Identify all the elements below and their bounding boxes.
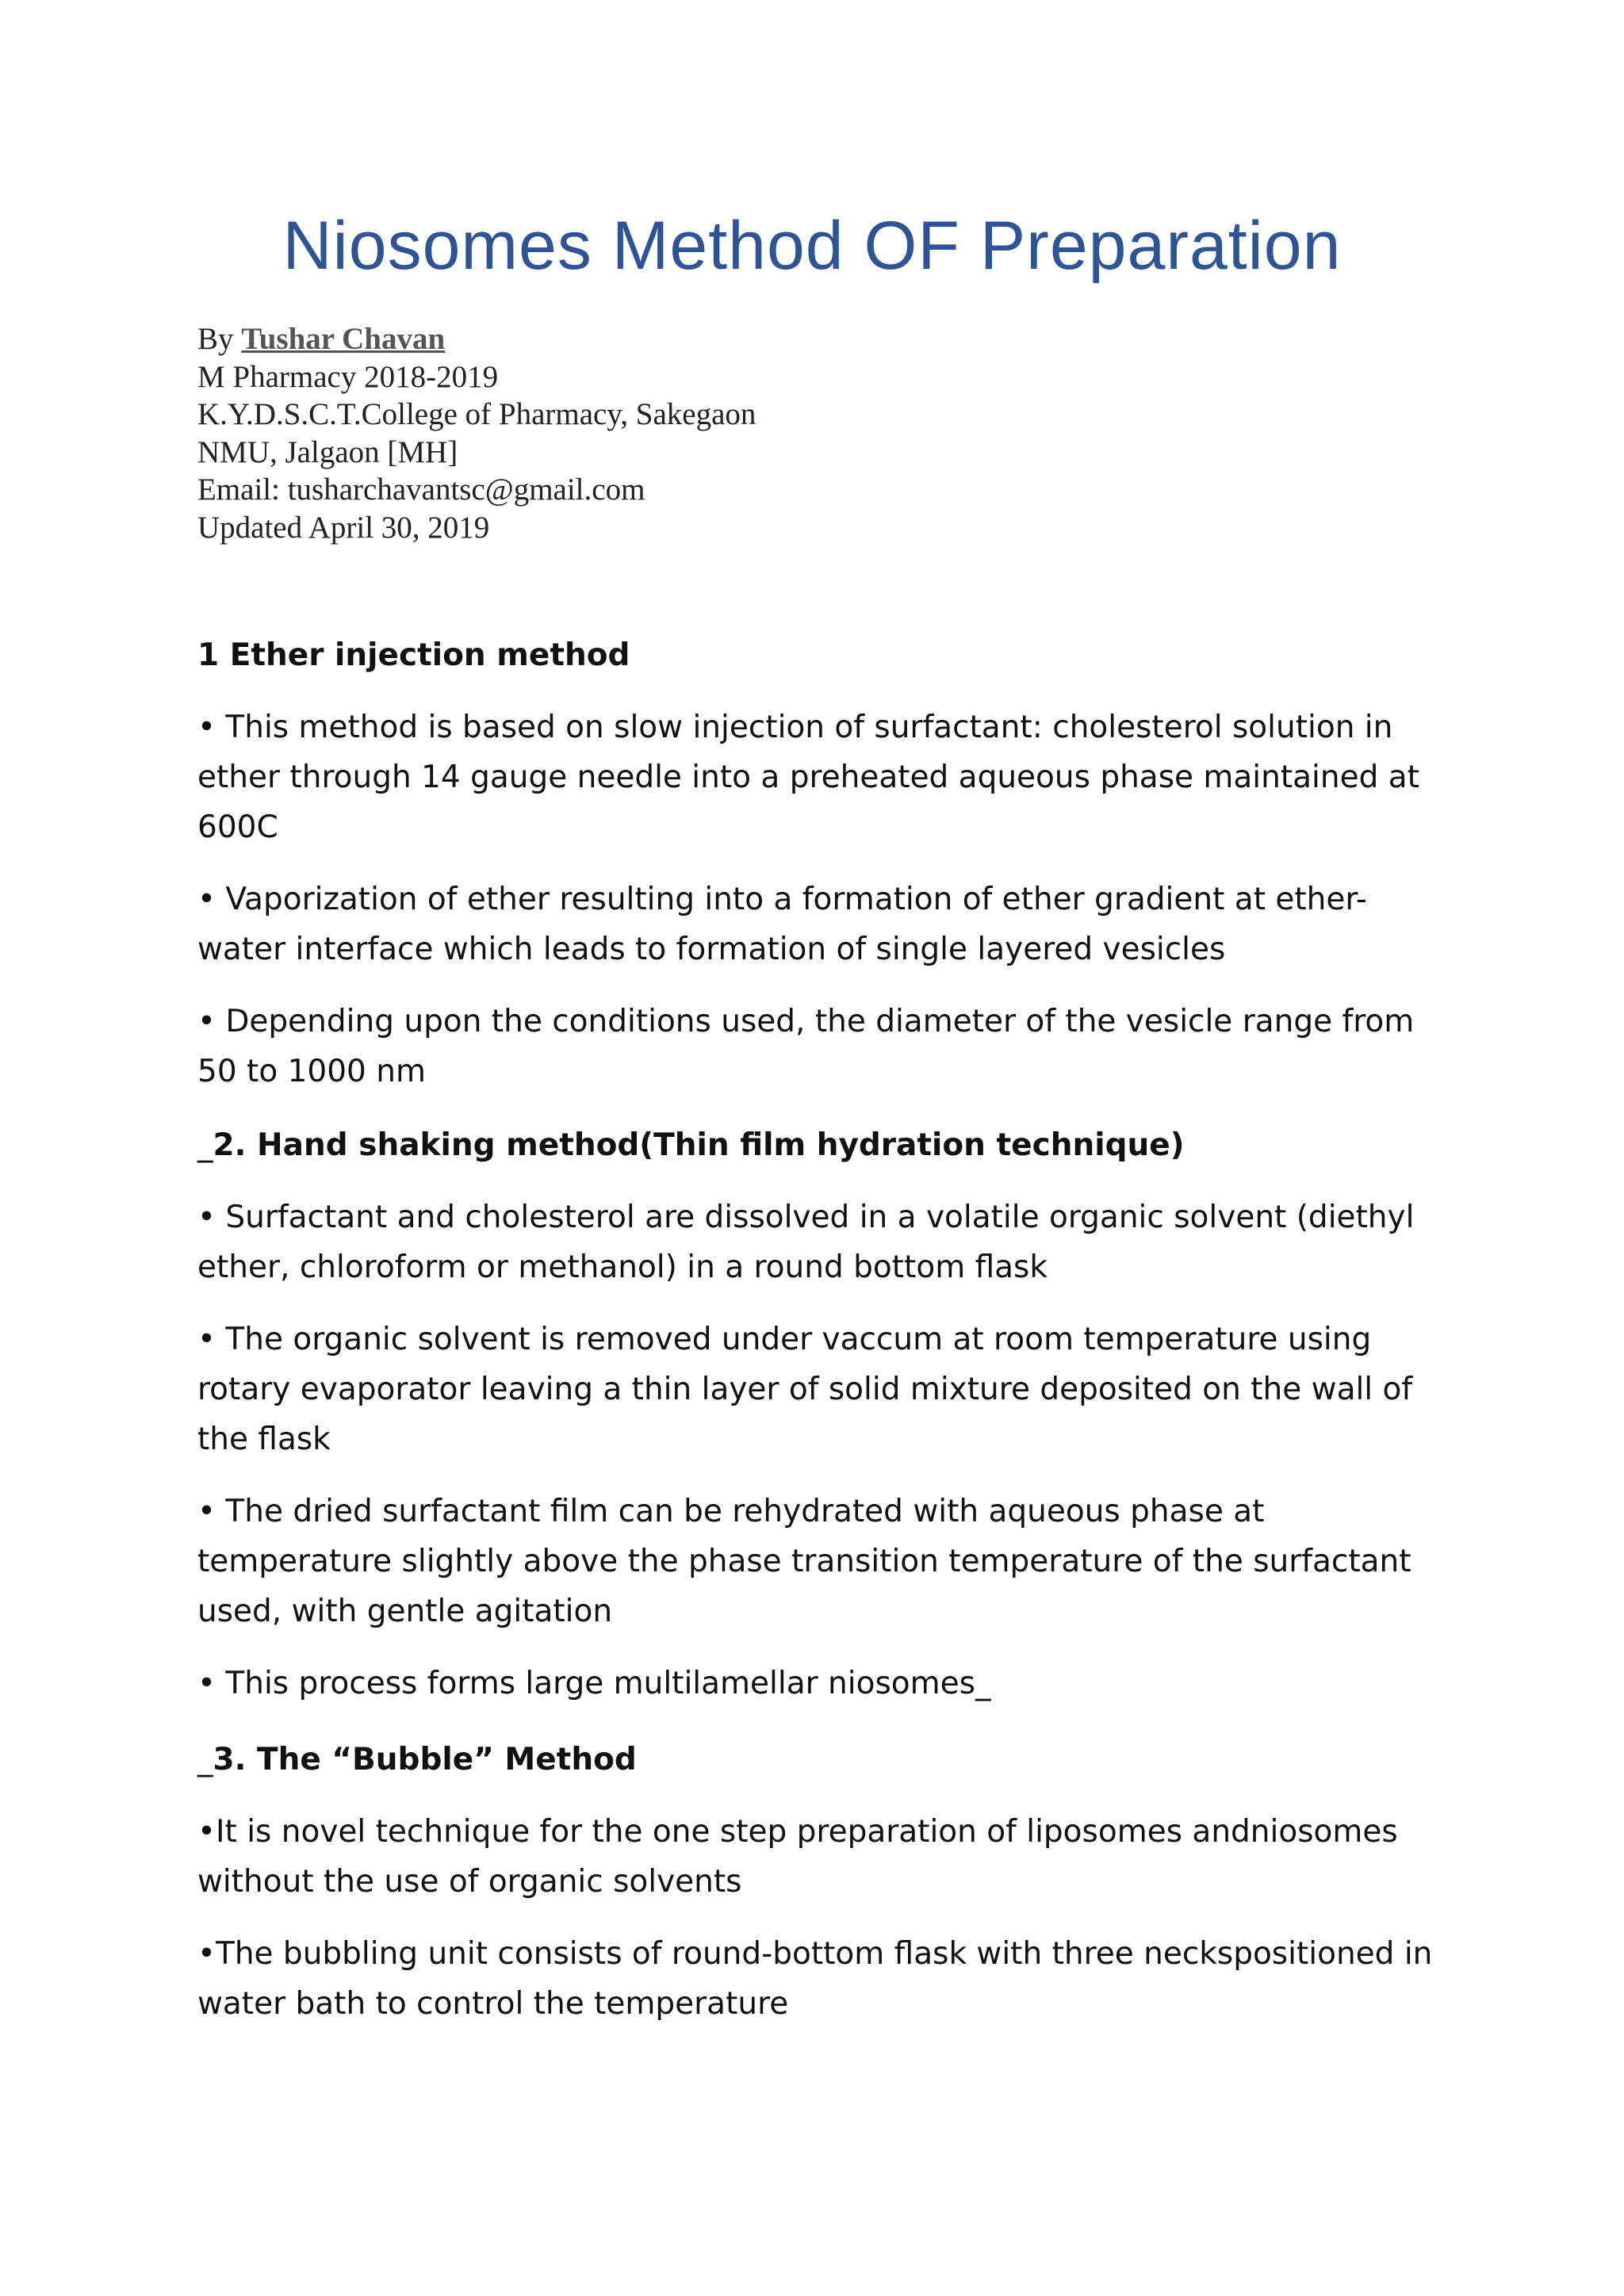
bullet-item: • The organic solvent is removed under vaccum at room temperature using rotary evaporator leaving a thin layer of solid mixture deposited on the wall of the flask [197,1322,1413,1457]
bullet-item: •The bubbling unit consists of round-bottom flask with three neckspositioned in water bath to control the temperature [197,1936,1433,2022]
author-university: NMU, Jalgaon [MH] [197,434,458,469]
author-info [197,320,1466,546]
bullet-item: • Surfactant and cholesterol are dissolved in a volatile organic solvent (diethyl ether, chloroform or methanol) in a round bottom flask [197,1200,1415,1285]
section-hand-shaking [197,1120,1434,1709]
by-label: By [197,322,234,356]
bullet-item: • Vaporization of ether resulting into a formation of ether gradient at ether-water interface which leads to formation of single layered vesicles [197,882,1367,967]
author-college: K.Y.D.S.C.T.College of Pharmacy, Sakegaon [197,397,756,431]
bullet-item: •It is novel technique for the one step preparation of liposomes andniosomes without the use of organic solvents [197,1814,1398,1900]
updated-date: Updated April 30, 2019 [197,510,490,545]
section-bubble-method [197,1735,1434,2029]
author-line [197,320,1466,358]
underscore-mark: _ [197,1127,213,1163]
author-name: Tushar Chavan [241,322,446,356]
section-heading-text: 3. The “Bubble” Method [213,1742,637,1777]
bullet-text: • This process forms large multilamellar niosomes [197,1666,975,1701]
section-ether-injection [197,630,1434,1096]
section-heading: 1 Ether injection method [197,637,630,673]
bullet-item: • The dried surfactant film can be rehydrated with aqueous phase at temperature slightly above the phase transition temperature of the surfactant used, with gentle agitation [197,1494,1411,1629]
bullet-item: • Depending upon the conditions used, the diameter of the vesicle range from 50 to 1000 nm [197,1004,1415,1089]
author-email: Email: tusharchavantsc@gmail.com [197,473,645,507]
bullet-item: • This method is based on slow injection of surfactant: cholesterol solution in ether through 14 gauge needle into a preheated aqueous phase maintained at 600C [197,710,1419,845]
section-heading-text: 2. Hand shaking method(Thin film hydration technique) [213,1127,1185,1163]
underscore-mark: _ [197,1742,213,1777]
document-title: Niosomes Method OF Preparation [282,208,1342,284]
section-heading [197,1120,1434,1170]
author-course: M Pharmacy 2018-2019 [197,359,499,394]
bullet-item [197,1659,1434,1709]
section-heading [197,1735,1434,1785]
underscore-mark: _ [975,1666,991,1701]
